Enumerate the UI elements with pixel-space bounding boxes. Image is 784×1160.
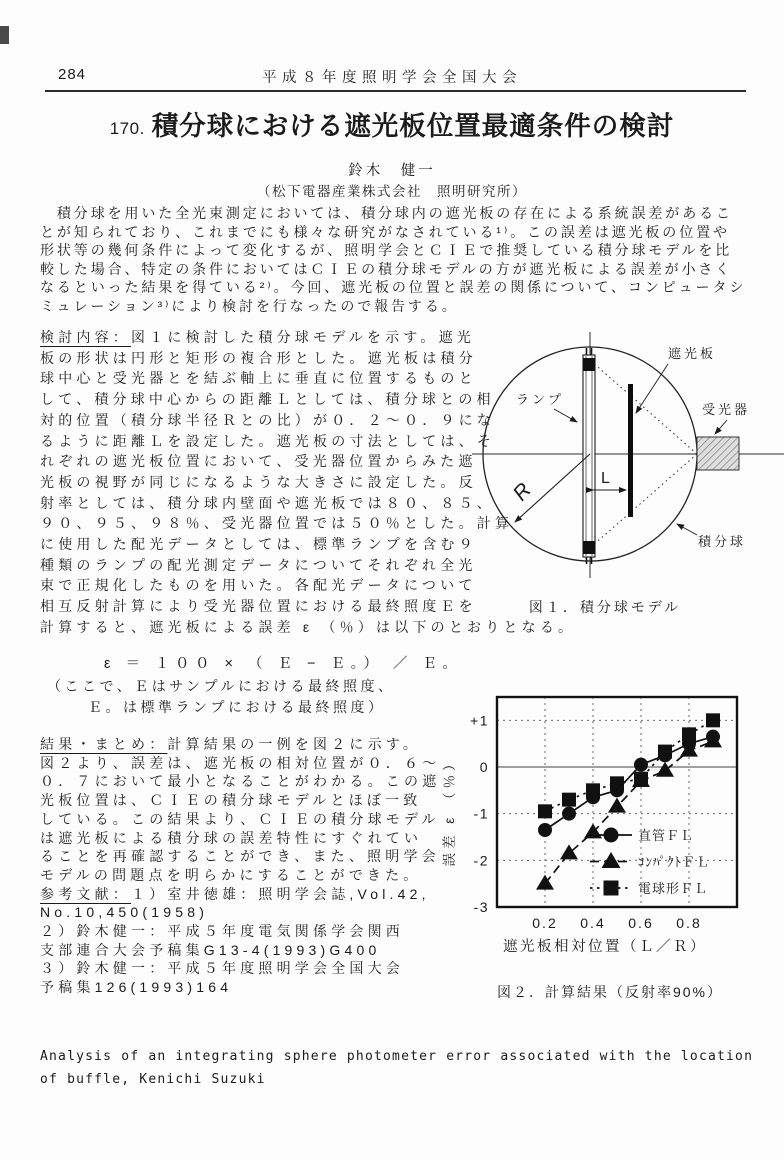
results-heading: 結果・まとめ：: [40, 736, 168, 752]
chart-marker-circle: [538, 823, 552, 837]
text-line: [40, 327, 500, 348]
detector-box: [697, 437, 739, 470]
text-line: [40, 885, 500, 904]
abstract-line-2: of buffle, Kenichi Suzuki: [40, 1071, 266, 1087]
chart-marker-triangle: [536, 875, 554, 890]
lamp-label: ランプ: [516, 392, 565, 407]
text-line: 計算すると、遮光板による誤差 ε （％）は以下のとおりとなる。: [40, 618, 577, 635]
text-line: 予稿集126(1993)164: [40, 979, 233, 996]
text-line: なるといった結果を得ている²⁾。今回、遮光板の位置と誤差の関係について、コンピュータシ: [40, 279, 747, 296]
text-line: 支部連合大会予稿集G13-4(1993)G400: [40, 941, 381, 958]
chart-marker-square: [538, 804, 552, 818]
chart-marker-square: [586, 783, 600, 797]
chart-marker-circle: [634, 758, 648, 772]
page-number: 284: [58, 66, 87, 83]
abstract-line-1: Analysis of an integrating sphere photometer error associated with the location: [40, 1049, 754, 1064]
text-line: ることを再確認することができ、また、照明学会: [40, 848, 440, 865]
error-formula: ε ＝ １００ × （ Ｅ − Ｅ。） ／ Ｅ。: [104, 656, 463, 672]
paper-number: 170.: [109, 119, 145, 138]
author-affiliation: （松下電器産業株式会社 照明研究所）: [257, 184, 527, 199]
chart-marker-circle: [562, 807, 576, 821]
text-line: 形状等の幾何条件によって変化するが、照明学会とＣＩＥで推奨している積分球モデルを比: [40, 242, 733, 259]
figure1-sphere-diagram: [470, 330, 784, 582]
sightline-top: [591, 361, 697, 454]
chart-marker-square: [562, 793, 576, 807]
text-line: れぞれの遮光板位置において、受光器位置からみた遮: [40, 453, 477, 470]
lamp-cap-top: [583, 358, 595, 371]
chart-xtick-label: 0.8: [676, 915, 702, 931]
chart-marker-square: [682, 727, 696, 741]
detector-label: 受光器: [702, 402, 751, 417]
figure1-caption: 図１．積分球モデル: [528, 599, 682, 615]
title-block: [0, 110, 784, 143]
figure2-caption: 図２．計算結果（反射率90%）: [496, 984, 724, 1000]
baffle-bar: [628, 384, 633, 517]
text-line: とが知られており、これまでにも様々な研究がなされている¹⁾。この誤差は遮光板の位置や: [40, 223, 730, 240]
text-line: ２）鈴木健一：平成５年度電気関係学会関西: [40, 923, 404, 940]
sightline-bottom: [591, 454, 697, 547]
text-line: して、積分球中心からの距離Ｌとしては、積分球との相: [40, 391, 495, 408]
lamp-cap-bottom: [583, 541, 595, 554]
chart-yaxis-label: 誤差 ε （％）: [442, 753, 457, 867]
figure2-error-chart: [440, 688, 784, 973]
text-line: ０．７において最小となることがわかる。この遮: [40, 773, 441, 790]
radius-label: R: [508, 478, 536, 506]
chart-xtick-label: 0.2: [532, 915, 558, 931]
results-lines: [40, 754, 500, 885]
text-line: ９０、９５、９８％、受光器位置では５０％とした。計算: [40, 515, 514, 532]
text-line: ミュレーション³⁾により検討を行なったので報告する。: [40, 297, 459, 314]
text-line: 積分球を用いた全光束測定においては、積分球内の遮光板の存在による系統誤差があるこ: [40, 205, 733, 221]
text-line: 較した場合、特定の条件においてはＣＩＥの積分球モデルの方が遮光板による誤差が小さく: [40, 260, 733, 277]
lamp-tube: [583, 355, 595, 557]
header-rule: [45, 90, 746, 92]
intro-paragraph: [40, 204, 760, 316]
chart-marker-triangle: [656, 762, 674, 777]
chart-marker-triangle: [584, 823, 602, 838]
chart-marker-triangle: [560, 844, 578, 859]
text-line: 束で正規化したものを用いた。各配光データについて: [40, 577, 477, 594]
text-line: 光板位置は、ＣＩＥの積分球モデルとほぼ一致: [40, 792, 422, 809]
distance-label: L: [601, 470, 610, 487]
author-name: 鈴木 健一: [348, 163, 436, 179]
sphere-label: 積分球: [698, 534, 747, 549]
references-first-line: １）室井徳雄：照明学会誌,Vol.42,: [131, 885, 430, 902]
text-line: している。この結果より、ＣＩＥの積分球モデル: [40, 810, 440, 827]
text-line: [40, 735, 500, 754]
method-lines: [40, 348, 577, 638]
results-first-line: 計算結果の一例を図２に示す。: [167, 736, 422, 752]
chart-marker-square: [658, 745, 672, 759]
text-line: モデルの問題点を明らかにすることができた。: [40, 866, 422, 883]
chart-ytick-label: -2: [473, 852, 489, 869]
chart-marker-square: [610, 776, 624, 790]
conference-header: 平成８年度照明学会全国大会: [262, 70, 522, 86]
baffle-label: 遮光板: [668, 346, 717, 361]
chart-marker-square: [634, 772, 648, 786]
text-line: は遮光板による積分球の誤差特性にすぐれてい: [40, 829, 423, 846]
paper-title: 積分球における遮光板位置最適条件の検討: [151, 111, 675, 141]
text-line: ３）鈴木健一：平成５年度照明学会全国大会: [40, 960, 404, 977]
detector-leader-arrow: [715, 420, 727, 434]
text-line: 相互反射計算により受光器位置における最終照度Ｅを: [40, 598, 477, 615]
text-line: 光板の視野が同じになるような大きさに設定した。反: [40, 473, 477, 490]
formula-note-2: Ｅ。は標準ランプにおける最終照度）: [88, 699, 386, 715]
method-heading: 検討内容：: [40, 329, 131, 345]
results-section: [40, 735, 500, 997]
references-heading: 参考文献：: [40, 885, 131, 902]
chart-ytick-label: +1: [470, 712, 489, 729]
chart-marker-square: [604, 881, 619, 896]
chart-ytick-label: -1: [473, 805, 489, 822]
chart-marker-square: [706, 713, 720, 727]
chart-xaxis-label: 遮光板相対位置（Ｌ／Ｒ）: [503, 939, 707, 955]
chart-legend-label: 直管ＦＬ: [638, 828, 695, 843]
chart-ytick-label: 0: [479, 759, 489, 775]
text-line: 図２より、誤差は、遮光板の相対位置が０．６～: [40, 754, 441, 771]
text-line: No.10,450(1958): [40, 904, 209, 921]
text-line: るように距離Ｌを設定した。遮光板の寸法としては、そ: [40, 432, 495, 449]
text-line: に使用した配光データとしては、標準ランプを含む９: [40, 536, 477, 553]
baffle-leader-arrow: [636, 364, 668, 413]
sphere-leader-arrow: [677, 524, 697, 535]
english-abstract: [40, 1046, 753, 1091]
text-line: 球中心と受光器とを結ぶ軸上に垂直に位置するものと: [40, 370, 477, 387]
lamp-leader-arrow: [554, 409, 577, 422]
scan-artifact: [0, 26, 9, 44]
formula-note-1: （ここで、Ｅはサンプルにおける最終照度、: [47, 678, 396, 694]
method-section: [40, 327, 577, 638]
reference-lines: [40, 903, 500, 997]
text-line: 対的位置（積分球半径Ｒとの比）が０．２～０．９にな: [40, 411, 495, 428]
chart-legend-label: ｺﾝﾊﾟｸﾄＦＬ: [638, 854, 711, 870]
chart-marker-circle: [604, 828, 619, 843]
chart-xtick-label: 0.6: [628, 915, 654, 931]
text-line: 射率としては、積分球内壁面や遮光板では８０、８５、: [40, 494, 495, 511]
text-line: 板の形状は円形と矩形の複合形とした。遮光板は積分: [40, 349, 477, 366]
chart-ytick-label: -3: [473, 899, 489, 915]
chart-xtick-label: 0.4: [580, 915, 606, 931]
chart-legend-label: 電球形ＦＬ: [638, 881, 709, 896]
text-line: 種類のランプの配光測定データについてそれぞれ全光: [40, 556, 477, 573]
method-first-line: 図１に検討した積分球モデルを示す。遮光: [131, 329, 475, 345]
